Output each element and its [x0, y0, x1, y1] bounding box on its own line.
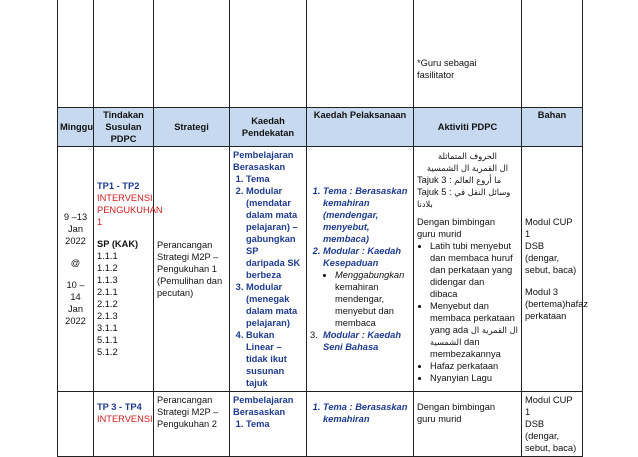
bahan-text: (bertema)hafaz: [525, 299, 589, 309]
header-pelaksanaan: Kaedah Pelaksanaan: [307, 108, 414, 147]
bahan-text: Modul CUP 1: [525, 217, 573, 239]
header-aktiviti: Aktiviti PDPC: [414, 108, 522, 147]
aktiviti-text: guru murid: [417, 414, 462, 424]
kaedah-list: [233, 173, 303, 389]
sp-code: 1.1.2: [97, 263, 118, 273]
kaedah-title: Berasaskan: [233, 162, 286, 172]
strategi-cell: [154, 147, 230, 392]
header-row: [58, 108, 583, 147]
tajuk-line: Tajuk 5 : وسائل النقل في بلادنا: [417, 187, 511, 209]
note-line: *Guru sebagai: [417, 58, 477, 68]
strategi-text: Pengukuhan 1: [157, 264, 217, 274]
list-item: • Hafaz perkataan: [430, 360, 518, 372]
aktiviti-text: Dengan bimbingan: [417, 402, 496, 412]
week-text: @: [70, 258, 81, 268]
sp-code: 1.1.3: [97, 275, 118, 285]
kaedah-cell: [230, 392, 307, 457]
aktiviti-cell: [414, 147, 522, 392]
list-item: 2. Modular (mendatar dalam mata pelajaran) – gabungkan SP daripada SK berbeza: [246, 185, 303, 281]
tp-label: TP 3 - TP4: [97, 402, 142, 412]
list-item: 4. Bukan Linear – tidak ikut susunan tajuk: [246, 329, 303, 389]
arabic-text: الحروف المتماثلة: [438, 151, 497, 161]
list-item: • Nyanyian Lagu: [430, 372, 518, 384]
bahan-text: sebut, baca): [525, 443, 577, 453]
pelaksanaan-list: [310, 401, 410, 425]
minggu-cell: [58, 147, 94, 392]
header-tindakan: [94, 108, 154, 147]
sp-code: 2.1.1: [97, 287, 118, 297]
pelaksanaan-list: [310, 185, 410, 329]
list-item: • Menggabungkan kemahiran mendengar, menyebut dan membaca: [335, 269, 410, 329]
table-row: [58, 392, 583, 457]
intervensi-label: INTERVENSI: [97, 414, 153, 424]
header-kaedah: [230, 108, 307, 147]
strategi-text: Perancangan: [157, 240, 213, 250]
header-text: Susulan PDPC: [105, 122, 142, 144]
header-bahan: Bahan: [522, 108, 583, 147]
kaedah-title: Berasaskan: [233, 407, 286, 417]
list-item: 2. Modular : Kaedah Kesepaduan • Menggabungkan kemahiran mendengar, menyebut dan membaca: [323, 245, 410, 329]
header-strategi: Strategi: [154, 108, 230, 147]
minggu-cell: [58, 392, 94, 457]
bahan-cell: [522, 147, 589, 392]
sp-label: SP (KAK): [97, 239, 139, 249]
bahan-text: DSB (dengar,: [525, 241, 560, 263]
list-item: 1. Tema : Berasaskan kemahiran (mendengar, menyebut, membaca): [323, 185, 410, 245]
strategi-text: pecutan): [157, 288, 194, 298]
header-text: Tindakan: [103, 110, 144, 120]
aktiviti-cell: [414, 392, 522, 457]
week-text: Jan 2022: [65, 224, 86, 246]
bahan-text: Modul 3: [525, 287, 559, 297]
week-text: Jan 2022: [65, 304, 86, 326]
strategi-cell: [154, 392, 230, 457]
kaedah-list: [233, 418, 303, 430]
tindakan-cell: [94, 147, 163, 392]
list-item: 1. Tema : Berasaskan kemahiran: [323, 401, 410, 425]
header-text: Pendekatan: [241, 128, 295, 138]
aktiviti-list: [417, 240, 518, 384]
strategi-text: Strategi M2P –: [157, 252, 219, 262]
sp-code: 5.1.1: [97, 335, 118, 345]
table-row: [58, 147, 583, 392]
item-3: 3. Modular : Kaedah Seni Bahasa: [310, 330, 401, 352]
header-minggu: Minggu: [58, 108, 94, 147]
sp-code: 2.1.3: [97, 311, 118, 321]
kaedah-title: Pembelajaran: [233, 150, 294, 160]
list-item: 1. Tema: [246, 173, 303, 185]
bahan-text: perkataan: [525, 311, 567, 321]
pengukuhan-label: PENGUKUHAN: [97, 205, 163, 215]
tindakan-cell: [94, 392, 154, 457]
sp-code: 2.1.2: [97, 299, 118, 309]
aktiviti-text: guru murid: [417, 229, 462, 239]
list-item: • Menyebut dan membaca perkataan yang ada ال القمرية ال الشمسية dan membezakannya: [430, 300, 518, 360]
bahan-text: sebut, baca): [525, 265, 577, 275]
pengukuhan-label: 1: [97, 217, 103, 227]
sp-code: 1.1.1: [97, 251, 118, 261]
list-item: 1. Tema: [246, 418, 303, 430]
list-item: • Latih tubi menyebut dan membaca huruf dan perkataan yang didengar dan dibaca: [430, 240, 518, 300]
strategi-text: Strategi M2P –: [157, 407, 219, 417]
intervensi-label: INTERVENSI: [97, 193, 153, 203]
strategi-text: Perancangan: [157, 395, 213, 405]
tajuk-line: Tajuk 3 : ما أروع العالم: [417, 175, 502, 185]
bahan-text: DSB (dengar,: [525, 419, 560, 441]
note-line: fasilitator: [417, 70, 455, 80]
sp-code: 3.1.1: [97, 323, 118, 333]
pelaksanaan-cell: [307, 392, 414, 457]
arabic-text: ال القمرية ال الشمسية: [426, 163, 509, 173]
sp-code: 5.1.2: [97, 347, 118, 357]
tp-label: TP1 - TP2: [97, 181, 140, 191]
header-text: Kaedah: [251, 116, 285, 126]
sub-bullets: [323, 269, 410, 329]
bahan-cell: [522, 392, 583, 457]
strategi-text: Pengukuhan 2: [157, 419, 217, 429]
week-text: 9 –13: [63, 212, 88, 222]
strategi-text: (Pemulihan dan: [157, 276, 223, 286]
list-item: 3. Modular (menegak dalam mata pelajaran): [246, 281, 303, 329]
week-text: 10 – 14: [66, 280, 85, 302]
kaedah-cell: [230, 147, 307, 392]
aktiviti-text: Dengan bimbingan: [417, 217, 496, 227]
pelaksanaan-cell: [307, 147, 414, 392]
pdpc-table: [57, 107, 589, 457]
bahan-text: Modul CUP 1: [525, 395, 573, 417]
kaedah-title: Pembelajaran: [233, 395, 294, 405]
